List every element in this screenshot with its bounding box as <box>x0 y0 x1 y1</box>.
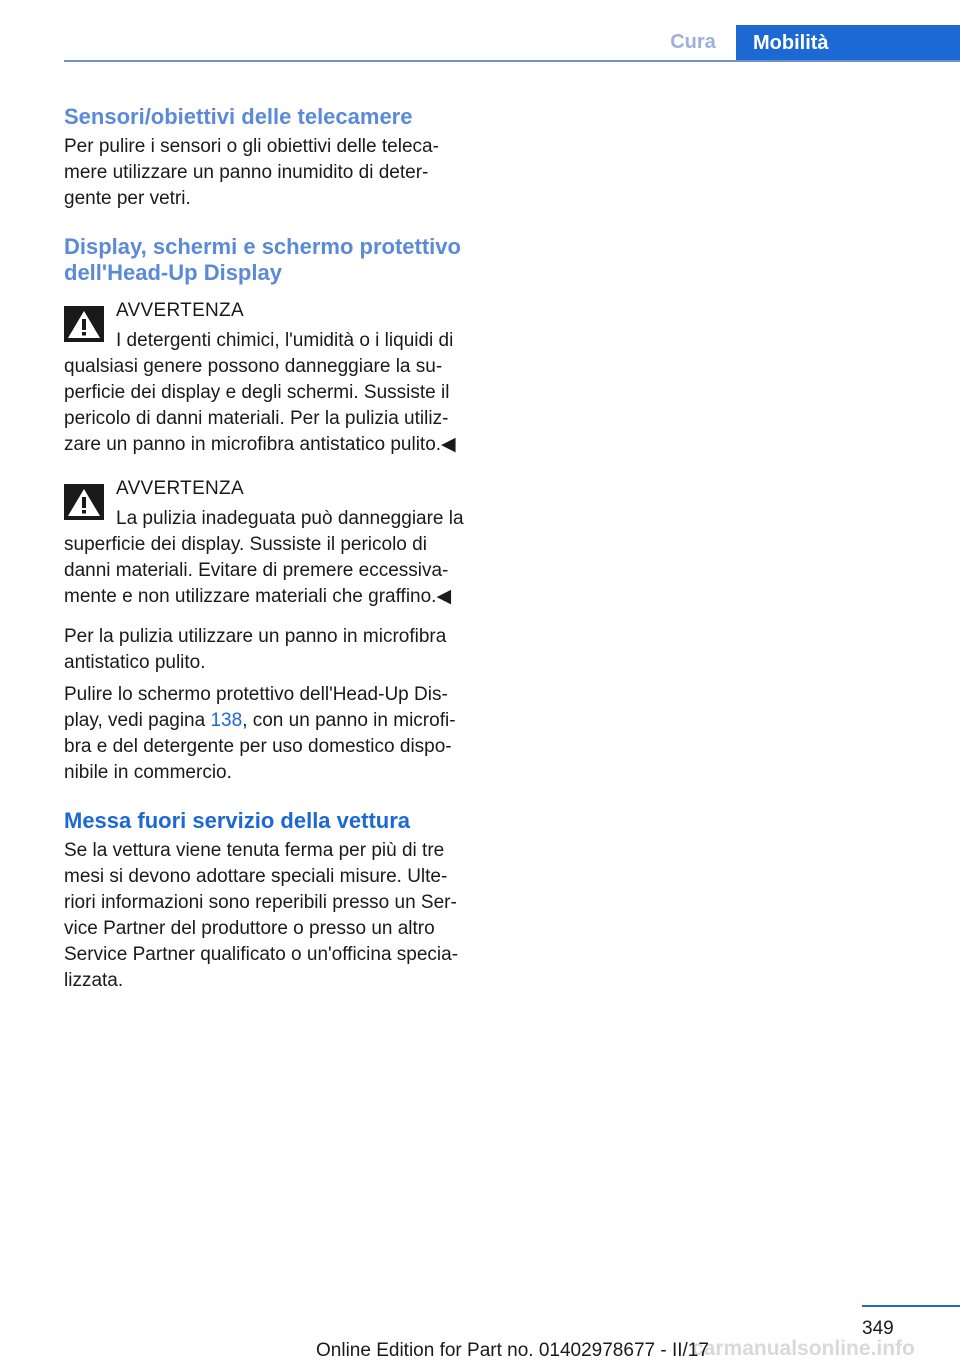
section-heading-displays <box>64 234 480 286</box>
text-line: mesi si devono adottare speciali misure. Ulte‐ <box>64 866 448 887</box>
warning-box <box>64 476 480 610</box>
header-rule <box>64 60 960 62</box>
vehicle-storage-text <box>64 838 480 994</box>
text-line: nibile in commercio. <box>64 762 232 783</box>
section-camera-sensors <box>64 104 480 212</box>
heading-line: dell'Head-Up Display <box>64 260 282 285</box>
tab-cura[interactable]: Cura <box>650 25 736 60</box>
text-line: zare un panno in microfibra antistatico pulito.◀ <box>64 434 456 455</box>
text-line: Per la pulizia utilizzare un panno in microfibra <box>64 626 447 647</box>
edition-note: Online Edition for Part no. 01402978677 - II/17 <box>316 1340 709 1361</box>
text-line: gente per vetri. <box>64 188 191 209</box>
text-line: play, vedi pagina <box>64 710 211 731</box>
section-vehicle-storage <box>64 808 480 994</box>
text-line: mente e non utilizzare materiali che graffino.◀ <box>64 586 452 607</box>
text-line: bra e del detergente per uso domestico dispo‐ <box>64 736 452 757</box>
page-reference-link[interactable]: 138 <box>210 710 243 731</box>
warning-title: AVVERTENZA <box>116 478 244 499</box>
watermark: carmanualsonline.info <box>692 1337 915 1360</box>
text-line: Pulire lo schermo protettivo dell'Head-Up Dis‐ <box>64 684 448 705</box>
text-line: lizzata. <box>64 970 124 991</box>
tab-mobilita[interactable]: Mobilità <box>736 25 960 62</box>
camera-sensors-text <box>64 134 480 212</box>
cleaning-paragraph <box>64 624 480 676</box>
text-line: antistatico pulito. <box>64 652 206 673</box>
text-line: perficie dei display e degli schermi. Sussiste il <box>64 382 450 403</box>
section-heading-camera-sensors: Sensori/obiettivi delle telecamere <box>64 104 413 129</box>
warning-title: AVVERTENZA <box>116 300 244 321</box>
text-line: pericolo di danni materiali. Per la pulizia utiliz‐ <box>64 408 449 429</box>
text-line: Service Partner qualificato o un'officina specia‐ <box>64 944 459 965</box>
text-line: qualsiasi genere possono danneggiare la su‐ <box>64 356 443 377</box>
heading-line: Display, schermi e schermo protettivo <box>64 234 461 259</box>
text-line: mere utilizzare un panno inumidito di deter‐ <box>64 162 429 183</box>
text-line: danni materiali. Evitare di premere eccessiva‐ <box>64 560 449 581</box>
text-line: superficie dei display. Sussiste il pericolo di <box>64 534 427 555</box>
page-content <box>64 100 480 994</box>
warning-text <box>64 328 480 458</box>
text-line: , con un panno in microfi‐ <box>242 710 456 731</box>
page-number: 349 <box>862 1318 894 1339</box>
text-line: Se la vettura viene tenuta ferma per più di tre <box>64 840 445 861</box>
text-line: riori informazioni sono reperibili presso un Ser‐ <box>64 892 457 913</box>
text-line: vice Partner del produttore o presso un altro <box>64 918 435 939</box>
warning-triangle-icon <box>64 484 104 520</box>
warning-text <box>64 506 480 610</box>
text-line: I detergenti chimici, l'umidità o i liquidi di <box>116 330 454 351</box>
section-heading-vehicle-storage: Messa fuori servizio della vettura <box>64 808 411 833</box>
footer-rule <box>862 1305 960 1307</box>
hud-cleaning-paragraph <box>64 682 480 786</box>
warning-triangle-icon <box>64 306 104 342</box>
text-line: La pulizia inadeguata può danneggiare la <box>116 508 464 529</box>
section-displays <box>64 234 480 786</box>
warning-box <box>64 298 480 458</box>
text-line: Per pulire i sensori o gli obiettivi delle teleca‐ <box>64 136 439 157</box>
